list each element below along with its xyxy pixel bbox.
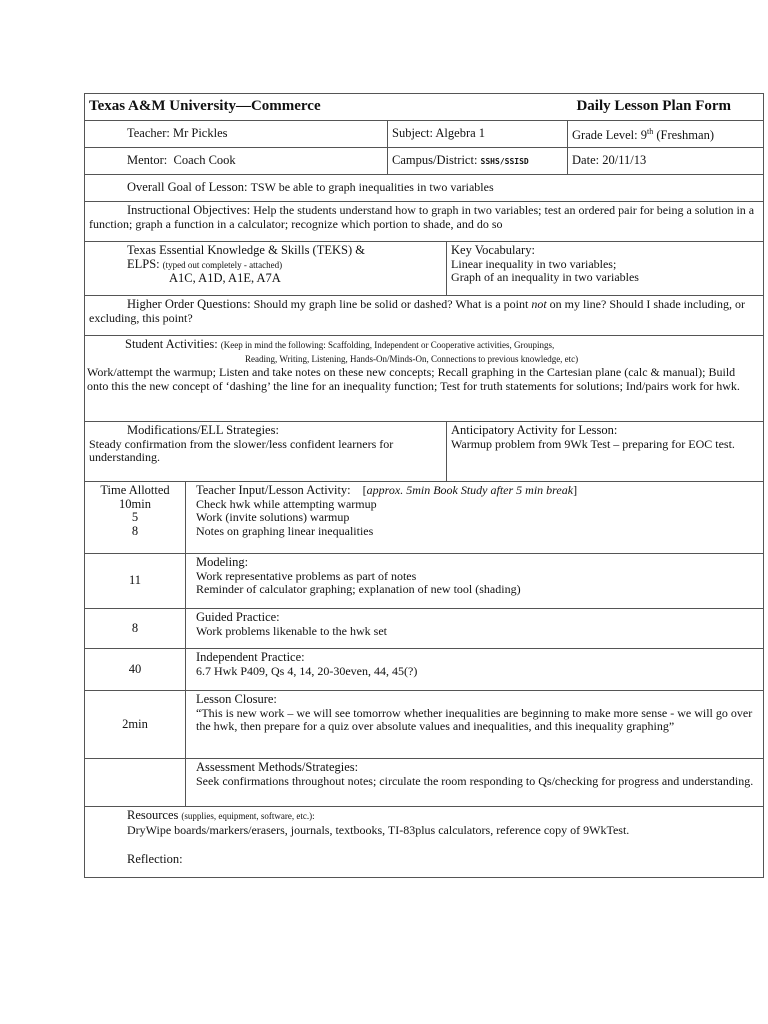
modeling-cell — [186, 554, 764, 609]
grade-label: Grade Level: — [572, 128, 638, 143]
modeling-row — [85, 554, 764, 609]
anticipatory-text: Warmup problem from 9Wk Test – preparing for EOC test. — [451, 436, 735, 451]
grade-rest: (Freshman) — [653, 128, 714, 143]
vocab-cell — [447, 242, 764, 296]
student-row — [85, 336, 764, 422]
subject-cell — [388, 121, 568, 148]
teks-cell — [85, 242, 447, 296]
hoq-cell — [85, 296, 764, 336]
resources-text: DryWipe boards/markers/erasers, journals, textbooks, TI-83plus calculators, reference copy of 9WkTest. — [127, 822, 630, 837]
date-label: Date: — [572, 153, 600, 168]
modeling-label: Modeling: — [196, 555, 249, 569]
subject-label: Subject: — [392, 126, 433, 141]
mods-cell — [85, 422, 447, 482]
campus-value: SSHS/SSISD — [480, 156, 529, 166]
independent-text: 6.7 Hwk P409, Qs 4, 14, 20-30even, 44, 45(?) — [196, 663, 418, 678]
guided-cell — [186, 609, 764, 649]
goal-row — [85, 175, 764, 202]
mentor-cell — [85, 148, 388, 175]
objectives-cell — [85, 202, 764, 242]
guided-text: Work problems likenable to the hwk set — [196, 623, 387, 638]
teacher-cell — [85, 121, 388, 148]
objectives-label: Instructional Objectives: — [127, 203, 251, 217]
time-guided: 8 — [85, 609, 186, 649]
closure-cell — [186, 691, 764, 759]
time-input-1: 10min — [119, 496, 151, 511]
vocab-label: Key Vocabulary: — [451, 243, 535, 257]
mods-label: Modifications/ELL Strategies: — [127, 423, 279, 437]
hoq-text-a: Should my graph line be solid or dashed? What is a point — [253, 297, 532, 311]
hoq-label: Higher Order Questions: — [127, 297, 251, 311]
guided-label: Guided Practice: — [196, 610, 280, 624]
time-assessment-empty — [85, 759, 186, 807]
student-note-2: Reading, Writing, Listening, Hands-On/Minds-On, Connections to previous knowledge, etc) — [245, 353, 579, 364]
input-item-3: Notes on graphing linear inequalities — [196, 523, 374, 538]
student-note-1: (Keep in mind the following: Scaffolding, Independent or Cooperative activities, Groupings, — [220, 340, 555, 350]
resources-cell — [85, 807, 764, 878]
teacher-value: Mr Pickles — [172, 126, 228, 141]
guided-row — [85, 609, 764, 649]
mentor-value: Coach Cook — [173, 153, 236, 168]
subject-value: Algebra 1 — [435, 126, 486, 141]
grade-number: 9 — [640, 128, 647, 143]
mentor-label: Mentor: — [127, 153, 168, 168]
vocab-item-2: Graph of an inequality in two variables — [451, 270, 639, 284]
assessment-row — [85, 759, 764, 807]
input-item-1: Check hwk while attempting warmup — [196, 496, 377, 511]
date-cell — [568, 148, 764, 175]
form-title: Daily Lesson Plan Form — [447, 94, 764, 121]
input-label: Teacher Input/Lesson Activity: — [196, 483, 351, 497]
teks-label: Texas Essential Knowledge & Skills (TEKS) & — [127, 243, 365, 257]
independent-row — [85, 649, 764, 691]
student-label: Student Activities: — [125, 337, 218, 351]
campus-label: Campus/District: — [392, 152, 478, 167]
hoq-text-em: not — [531, 297, 547, 311]
input-cell — [186, 482, 764, 554]
time-closure: 2min — [85, 691, 186, 759]
form-header — [85, 94, 764, 121]
campus-cell — [388, 148, 568, 175]
hoq-row — [85, 296, 764, 336]
assessment-cell — [186, 759, 764, 807]
goal-label: Overall Goal of Lesson: — [127, 180, 248, 195]
closure-label: Lesson Closure: — [196, 692, 277, 706]
mods-row — [85, 422, 764, 482]
teacher-label: Teacher: — [127, 126, 170, 141]
anticipatory-cell — [447, 422, 764, 482]
time-allotted-label: Time Allotted — [100, 483, 170, 497]
vocab-item-1: Linear inequality in two variables; — [451, 256, 617, 271]
input-note-close: ] — [573, 483, 578, 497]
teacher-row — [85, 121, 764, 148]
university-name: Texas A&M University—Commerce — [85, 94, 447, 121]
date-value: 20/11/13 — [602, 153, 647, 168]
independent-label: Independent Practice: — [196, 650, 305, 664]
grade-suffix: th — [647, 127, 654, 137]
assessment-text: Seek confirmations throughout notes; circulate the room responding to Qs/checking for progress and understanding. — [196, 773, 754, 788]
grade-cell — [568, 121, 764, 148]
hoq-text-b: on my line? Should I shade including, or excluding, this point? — [89, 297, 745, 325]
teks-codes: A1C, A1D, A1E, A7A — [169, 271, 281, 285]
closure-text: “This is new work – we will see tomorrow whether inequalities are beginning to make more sense - we will go over the hwk, then prepare for a quiz over absolute values and inequalities, and this inequality graphing” — [196, 705, 753, 733]
assessment-label: Assessment Methods/Strategies: — [196, 760, 359, 774]
lesson-plan-form — [84, 93, 764, 878]
goal-value: TSW be able to graph inequalities in two variables — [250, 180, 494, 195]
student-cell — [85, 336, 764, 422]
goal-cell — [85, 175, 764, 202]
independent-cell — [186, 649, 764, 691]
resources-note: (supplies, equipment, software, etc.): — [181, 811, 315, 821]
time-input-3: 8 — [131, 523, 139, 538]
time-cell-input — [85, 482, 186, 554]
student-text: Work/attempt the warmup; Listen and take notes on these new concepts; Recall graphing in the Cartesian plane (calc & manual); Build onto this the new concept of ‘dashing’ the line for an inequality function; Test for truth statements for solutions; Ind/pairs work for hwk. — [87, 365, 740, 393]
time-input-2: 5 — [131, 510, 139, 524]
resources-row — [85, 807, 764, 878]
input-note: approx. 5min Book Study after 5 min break — [366, 483, 574, 497]
input-row — [85, 482, 764, 554]
modeling-item-1: Work representative problems as part of notes — [196, 568, 417, 583]
elps-label: ELPS: — [127, 256, 160, 271]
closure-row — [85, 691, 764, 759]
time-independent: 40 — [85, 649, 186, 691]
mentor-row — [85, 148, 764, 175]
anticipatory-label: Anticipatory Activity for Lesson: — [451, 423, 618, 437]
time-modeling: 11 — [85, 554, 186, 609]
reflection-label: Reflection: — [127, 852, 183, 866]
input-note-open: [ — [362, 483, 367, 497]
resources-label: Resources — [127, 808, 179, 822]
objectives-value: Help the students understand how to graph in two variables; test an ordered pair for being a solution in a function; graph a function in a calculator; recognize which portion to shade, and do so — [89, 203, 755, 231]
mods-text: Steady confirmation from the slower/less confident learners for understanding. — [89, 436, 394, 464]
input-item-2: Work (invite solutions) warmup — [196, 510, 350, 524]
objectives-row — [85, 202, 764, 242]
teks-note: (typed out completely - attached) — [162, 259, 283, 270]
modeling-item-2: Reminder of calculator graphing; explanation of new tool (shading) — [196, 582, 521, 596]
teks-row — [85, 242, 764, 296]
